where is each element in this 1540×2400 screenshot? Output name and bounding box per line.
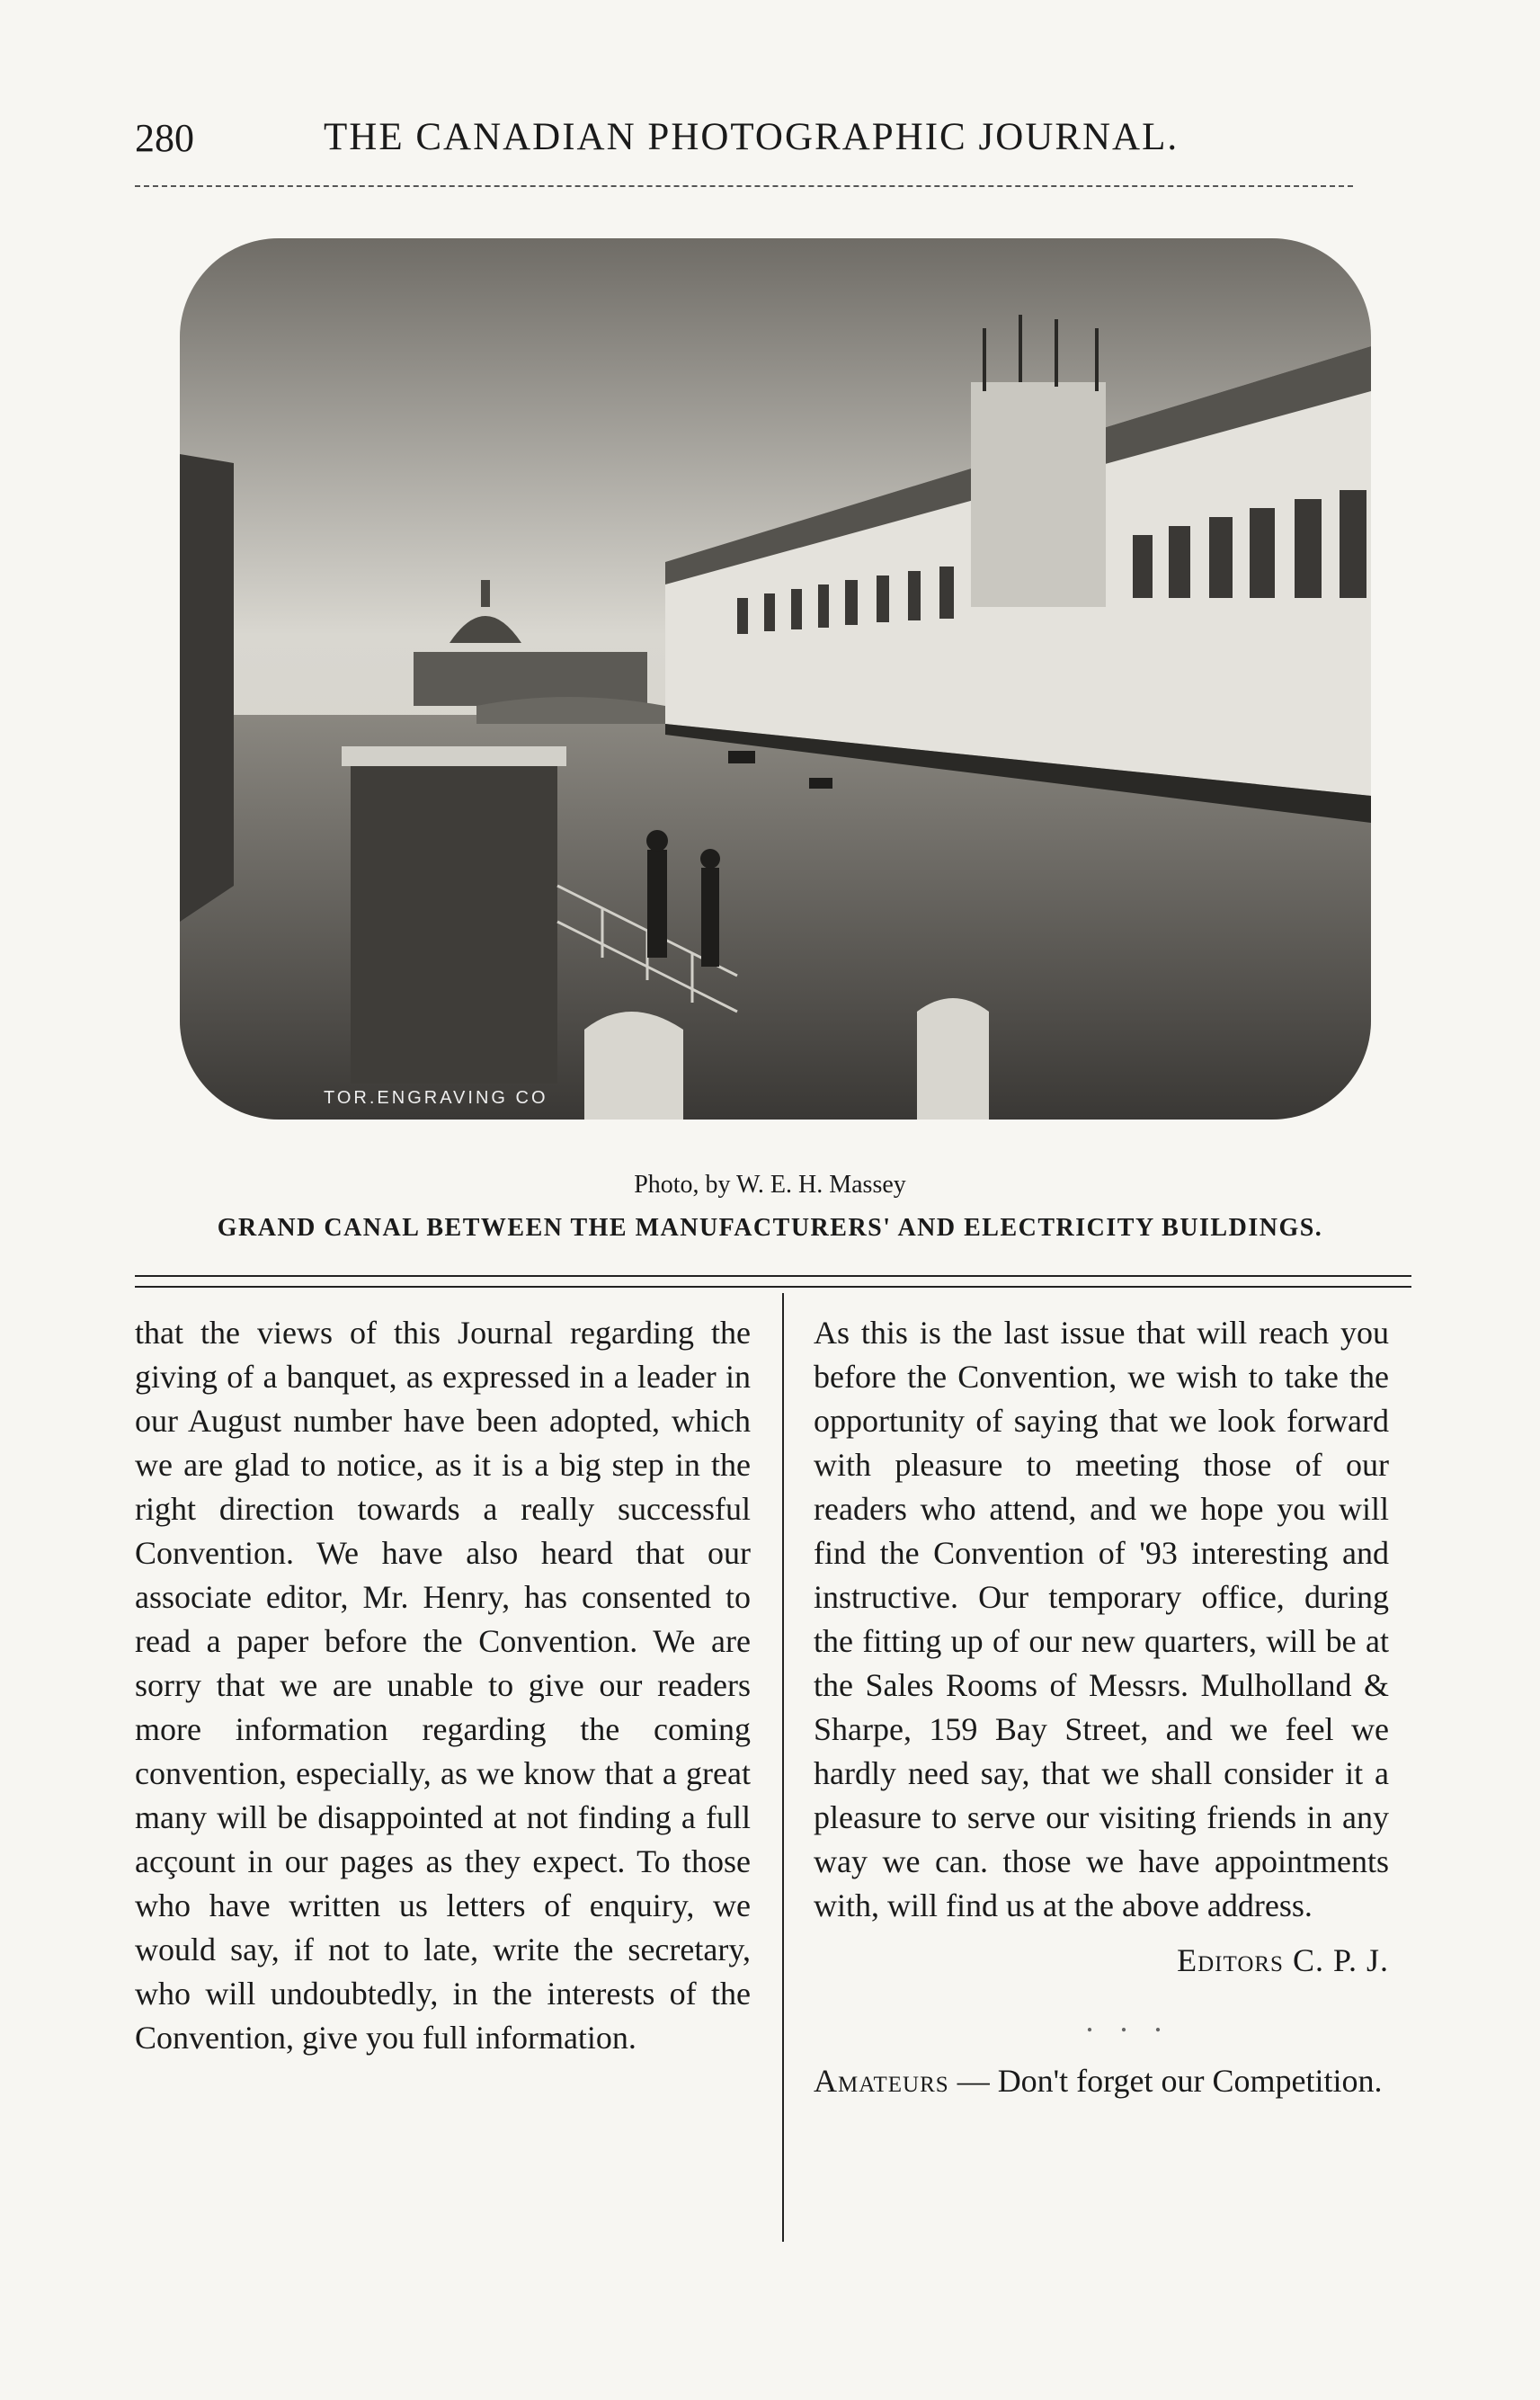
engraving-illustration	[180, 238, 1371, 1120]
page-number: 280	[135, 116, 194, 160]
right-column	[814, 1311, 1389, 2103]
figure-photo	[180, 238, 1371, 1120]
header-rule	[135, 185, 1353, 187]
amateurs-text: — Don't forget our Competition.	[948, 2063, 1383, 2099]
section-separator: . . .	[1085, 2003, 1171, 2039]
amateurs-lead: Amateurs	[814, 2063, 949, 2099]
figure-caption: GRAND CANAL BETWEEN THE MANUFACTURERS' AND ELECTRICITY BUILDINGS.	[217, 1214, 1323, 1242]
amateurs-notice	[814, 2059, 1389, 2103]
running-head: THE CANADIAN PHOTOGRAPHIC JOURNAL.	[324, 116, 1179, 158]
column-divider	[782, 1293, 784, 2242]
photo-credit: Photo, by W. E. H. Massey	[634, 1171, 906, 1199]
section-double-rule	[135, 1275, 1411, 1288]
engraver-mark: TOR.ENGRAVING CO	[324, 1088, 548, 1108]
left-column	[135, 1311, 751, 2060]
left-column-text: that the views of this Journal regarding the giving of a banquet, as expressed in a leader in our August number have been adopted, which we are glad to notice, as it is a big step in the right direction towards a really successful Convention. We have also heard that our associate editor, Mr. Henry, has consented to read a paper before the Convention. We are sorry that we are unable to give our readers more information regarding the coming convention, especially, as we know that a great many will be disappointed at not finding a full acçount in our pages as they expect. To those who have written us letters of enquiry, we would say, if not to late, write the secretary, who will undoubtedly, in the interests of the Convention, give you full information.	[135, 1315, 751, 2056]
convention-notice: As this is the last issue that will reach you before the Convention, we wish to take the opportunity of saying that we look forward with pleasure to meeting those of our readers who attend, and we hope you will find the Convention of '93 interesting and instructive. Our temporary office, during the fitting up of our new quarters, will be at the Sales Rooms of Messrs. Mulholland & Sharpe, 159 Bay Street, and we feel we hardly need say, that we shall consider it a pleasure to serve our visiting friends in any way we can. those we have appointments with, will find us at the above address.	[814, 1315, 1389, 1923]
editors-signature: Editors C. P. J.	[1177, 1942, 1389, 1978]
